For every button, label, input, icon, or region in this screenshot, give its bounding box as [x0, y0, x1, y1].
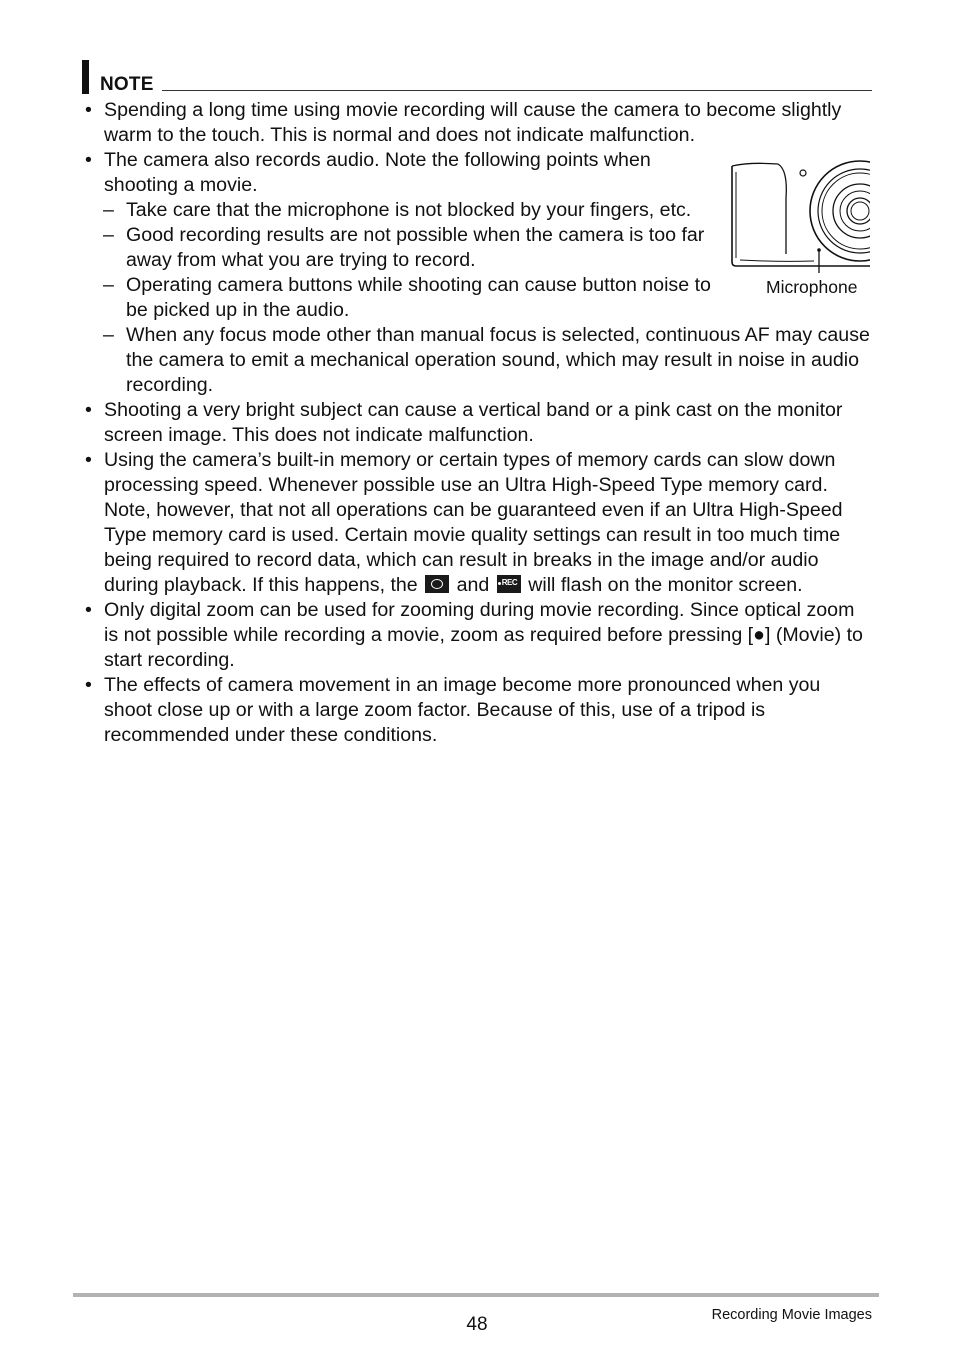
sub-list-item: – Take care that the microphone is not blocked by your fingers, etc.	[82, 198, 716, 223]
text: Only digital zoom can be used for zooming during movie recording. Since optical zoom is not possible while recording a movie, zoom as required before pressing [	[104, 599, 855, 646]
text: will flash on the monitor screen.	[522, 574, 803, 596]
note-label: NOTE	[100, 74, 154, 95]
sub-list-item: – Operating camera buttons while shooting can cause button noise to be picked up in the audio.	[82, 273, 716, 323]
sub-list-item: – When any focus mode other than manual focus is selected, continuous AF may cause the camera to emit a mechanical operation sound, which may result in noise in audio recording.	[82, 323, 872, 398]
camera-illustration	[730, 158, 872, 273]
page-number: 48	[466, 1314, 488, 1335]
movie-button-symbol: ●	[753, 624, 765, 646]
camera-microphone-figure	[730, 158, 872, 308]
text: Using the camera’s built-in memory or certain types of memory cards can slow down processing speed. Whenever possible use an Ultra High-Speed Type memory card. Note, however, that not all operations can be guaranteed even if an Ultra High-Speed Type memory card is used. Certain movie quality settings can result in too much time being required to record data, which can result in breaks in the image and/or audio during playback. If this happens, the	[104, 449, 843, 596]
list-item	[82, 598, 872, 673]
rec-icon	[497, 575, 521, 593]
list-item: • Spending a long time using movie recording will cause the camera to become slightly warm to the touch. This is normal and does not indicate malfunction.	[82, 98, 872, 148]
sub-list-item: – Good recording results are not possible when the camera is too far away from what you are trying to record.	[82, 223, 716, 273]
microphone-label: Microphone	[766, 277, 858, 297]
list-item: • Shooting a very bright subject can cause a vertical band or a pink cast on the monitor screen image. This does not indicate malfunction.	[82, 398, 872, 448]
list-item: • The effects of camera movement in an image become more pronounced when you shoot close up or with a large zoom factor. Because of this, use of a tripod is recommended under these conditions.	[82, 673, 872, 748]
list-item: • The camera also records audio. Note the following points when shooting a movie.	[82, 148, 694, 198]
note-rule	[162, 90, 872, 91]
note-marker-bar	[82, 60, 89, 94]
section-title: Recording Movie Images	[711, 1307, 872, 1323]
list-item	[82, 448, 872, 598]
text: and	[451, 574, 495, 596]
footer-rule	[73, 1293, 879, 1297]
movie-camera-icon	[425, 575, 449, 593]
note-header	[82, 60, 872, 94]
text: ] (Movie) to start recording.	[104, 624, 863, 671]
